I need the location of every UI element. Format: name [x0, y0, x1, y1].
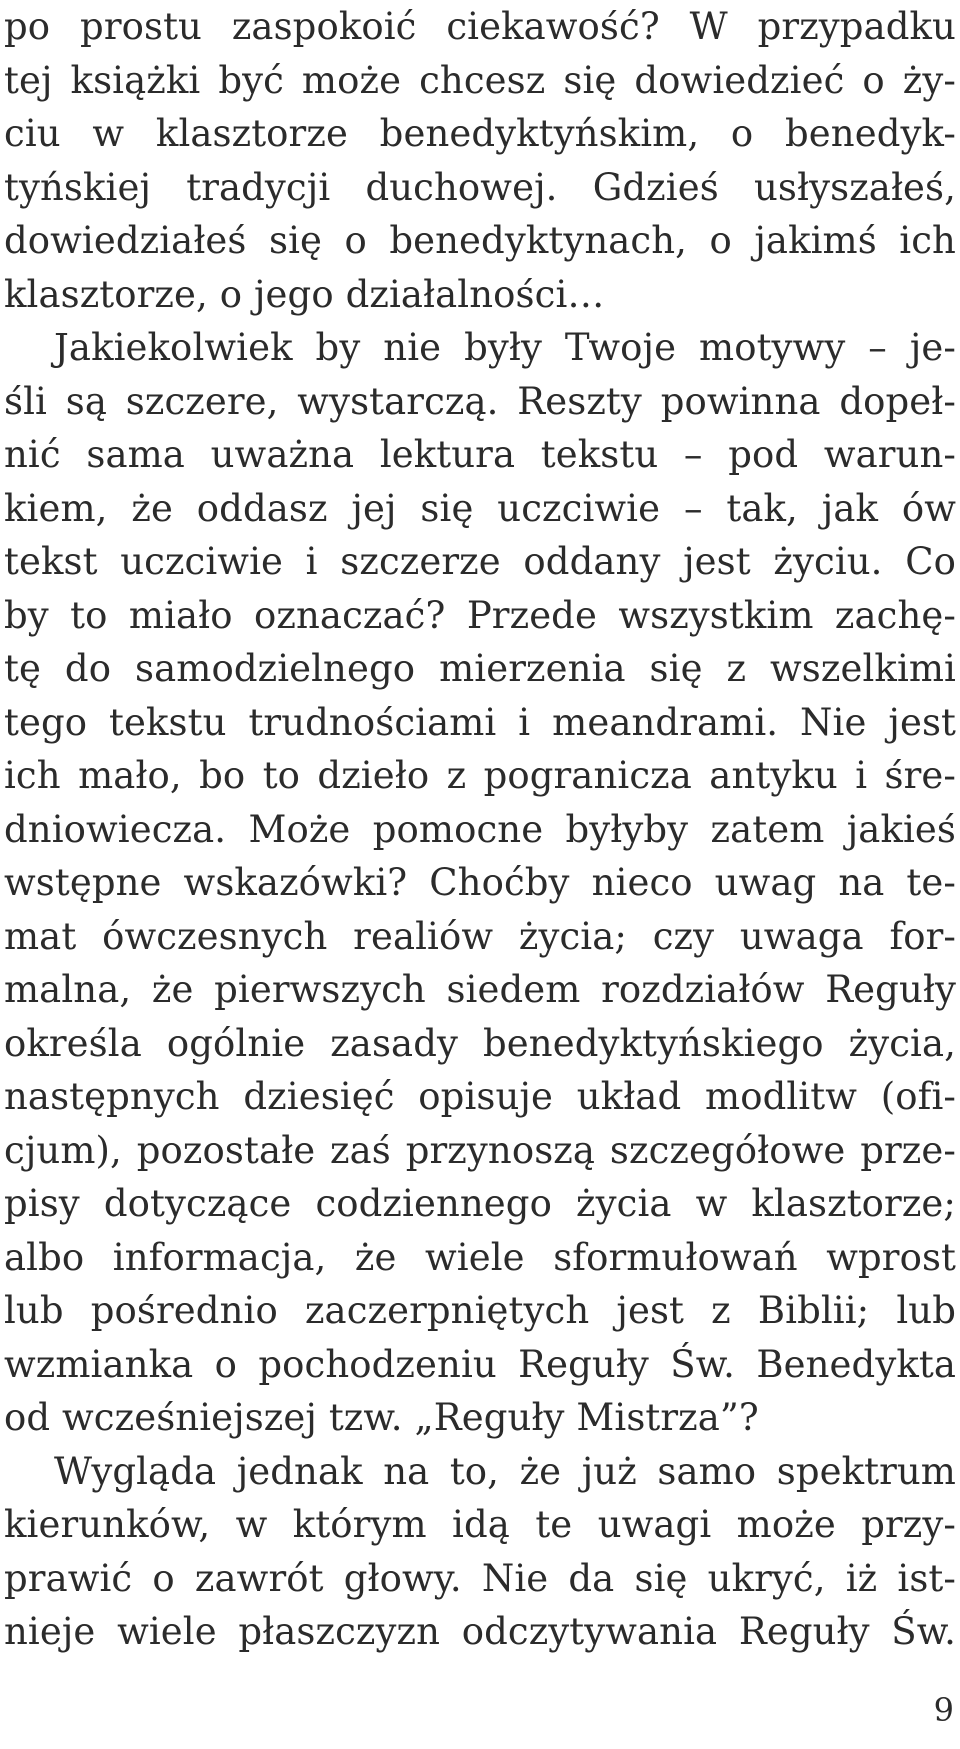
text-line: tej książki być może chcesz się dowiedzieć o ży- [4, 58, 956, 102]
text-line: ich mało, bo to dzieło z pogranicza antyku i śre- [4, 754, 956, 797]
page-number: 9 [933, 1691, 954, 1729]
text-line: lub pośrednio zaczerpniętych jest z Biblii; lub [4, 1289, 956, 1332]
text-line: mat ówczesnych realiów życia; czy uwaga for- [4, 914, 956, 958]
text-line: malna, że pierwszych siedem rozdziałów Reguły [4, 968, 956, 1011]
text-line: tyńskiej tradycji duchowej. Gdzieś usłyszałeś, [4, 165, 956, 209]
text-line: tę do samodzielnego mierzenia się z wszelkimi [4, 647, 956, 690]
text-line: od wcześniejszej tzw. „Reguły Mistrza”? [4, 1396, 759, 1439]
text-line: wstępne wskazówki? Choćby nieco uwag na te- [4, 861, 956, 904]
text-line: Jakiekolwiek by nie były Twoje motywy – je- [54, 326, 956, 369]
text-line: pisy dotyczące codziennego życia w klasztorze; [4, 1182, 956, 1225]
text-line: kiem, że oddasz jej się uczciwie – tak, jak ów [4, 486, 956, 530]
text-line: wzmianka o pochodzeniu Reguły Św. Benedykta [4, 1342, 956, 1386]
text-line: klasztorze, o jego działalności… [4, 272, 605, 316]
text-line: albo informacja, że wiele sformułowań wprost [4, 1235, 956, 1279]
text-line: dniowiecza. Może pomocne byłyby zatem jakieś [4, 807, 956, 851]
text-line: dowiedziałeś się o benedyktynach, o jakimś ich [4, 219, 956, 262]
text-line: Wygląda jednak na to, że już samo spektrum [54, 1449, 956, 1493]
text-line: tekst uczciwie i szczerze oddany jest życiu. Co [4, 540, 956, 583]
text-line: nieje wiele płaszczyzn odczytywania Reguły Św. [4, 1610, 956, 1653]
text-line: po prostu zaspokoić ciekawość? W przypadku [4, 5, 956, 48]
text-line: prawić o zawrót głowy. Nie da się ukryć, iż ist- [4, 1556, 956, 1600]
text-line: tego tekstu trudnościami i meandrami. Nie jest [4, 700, 956, 744]
text-line: następnych dziesięć opisuje układ modlitw (ofi- [4, 1075, 956, 1118]
text-line: kierunków, w którym idą te uwagi może przy- [4, 1503, 956, 1546]
book-page-text [4, 0, 956, 1659]
text-line: śli są szczere, wystarczą. Reszty powinna dopeł- [4, 379, 956, 423]
text-line: ciu w klasztorze benedyktyńskim, o benedyk- [4, 112, 956, 155]
text-line: nić sama uważna lektura tekstu – pod warun- [4, 433, 956, 476]
text-line: określa ogólnie zasady benedyktyńskiego życia, [4, 1021, 956, 1065]
text-line: by to miało oznaczać? Przede wszystkim zachę- [4, 593, 956, 637]
text-line: cjum), pozostałe zaś przynoszą szczegółowe prze- [4, 1128, 956, 1172]
